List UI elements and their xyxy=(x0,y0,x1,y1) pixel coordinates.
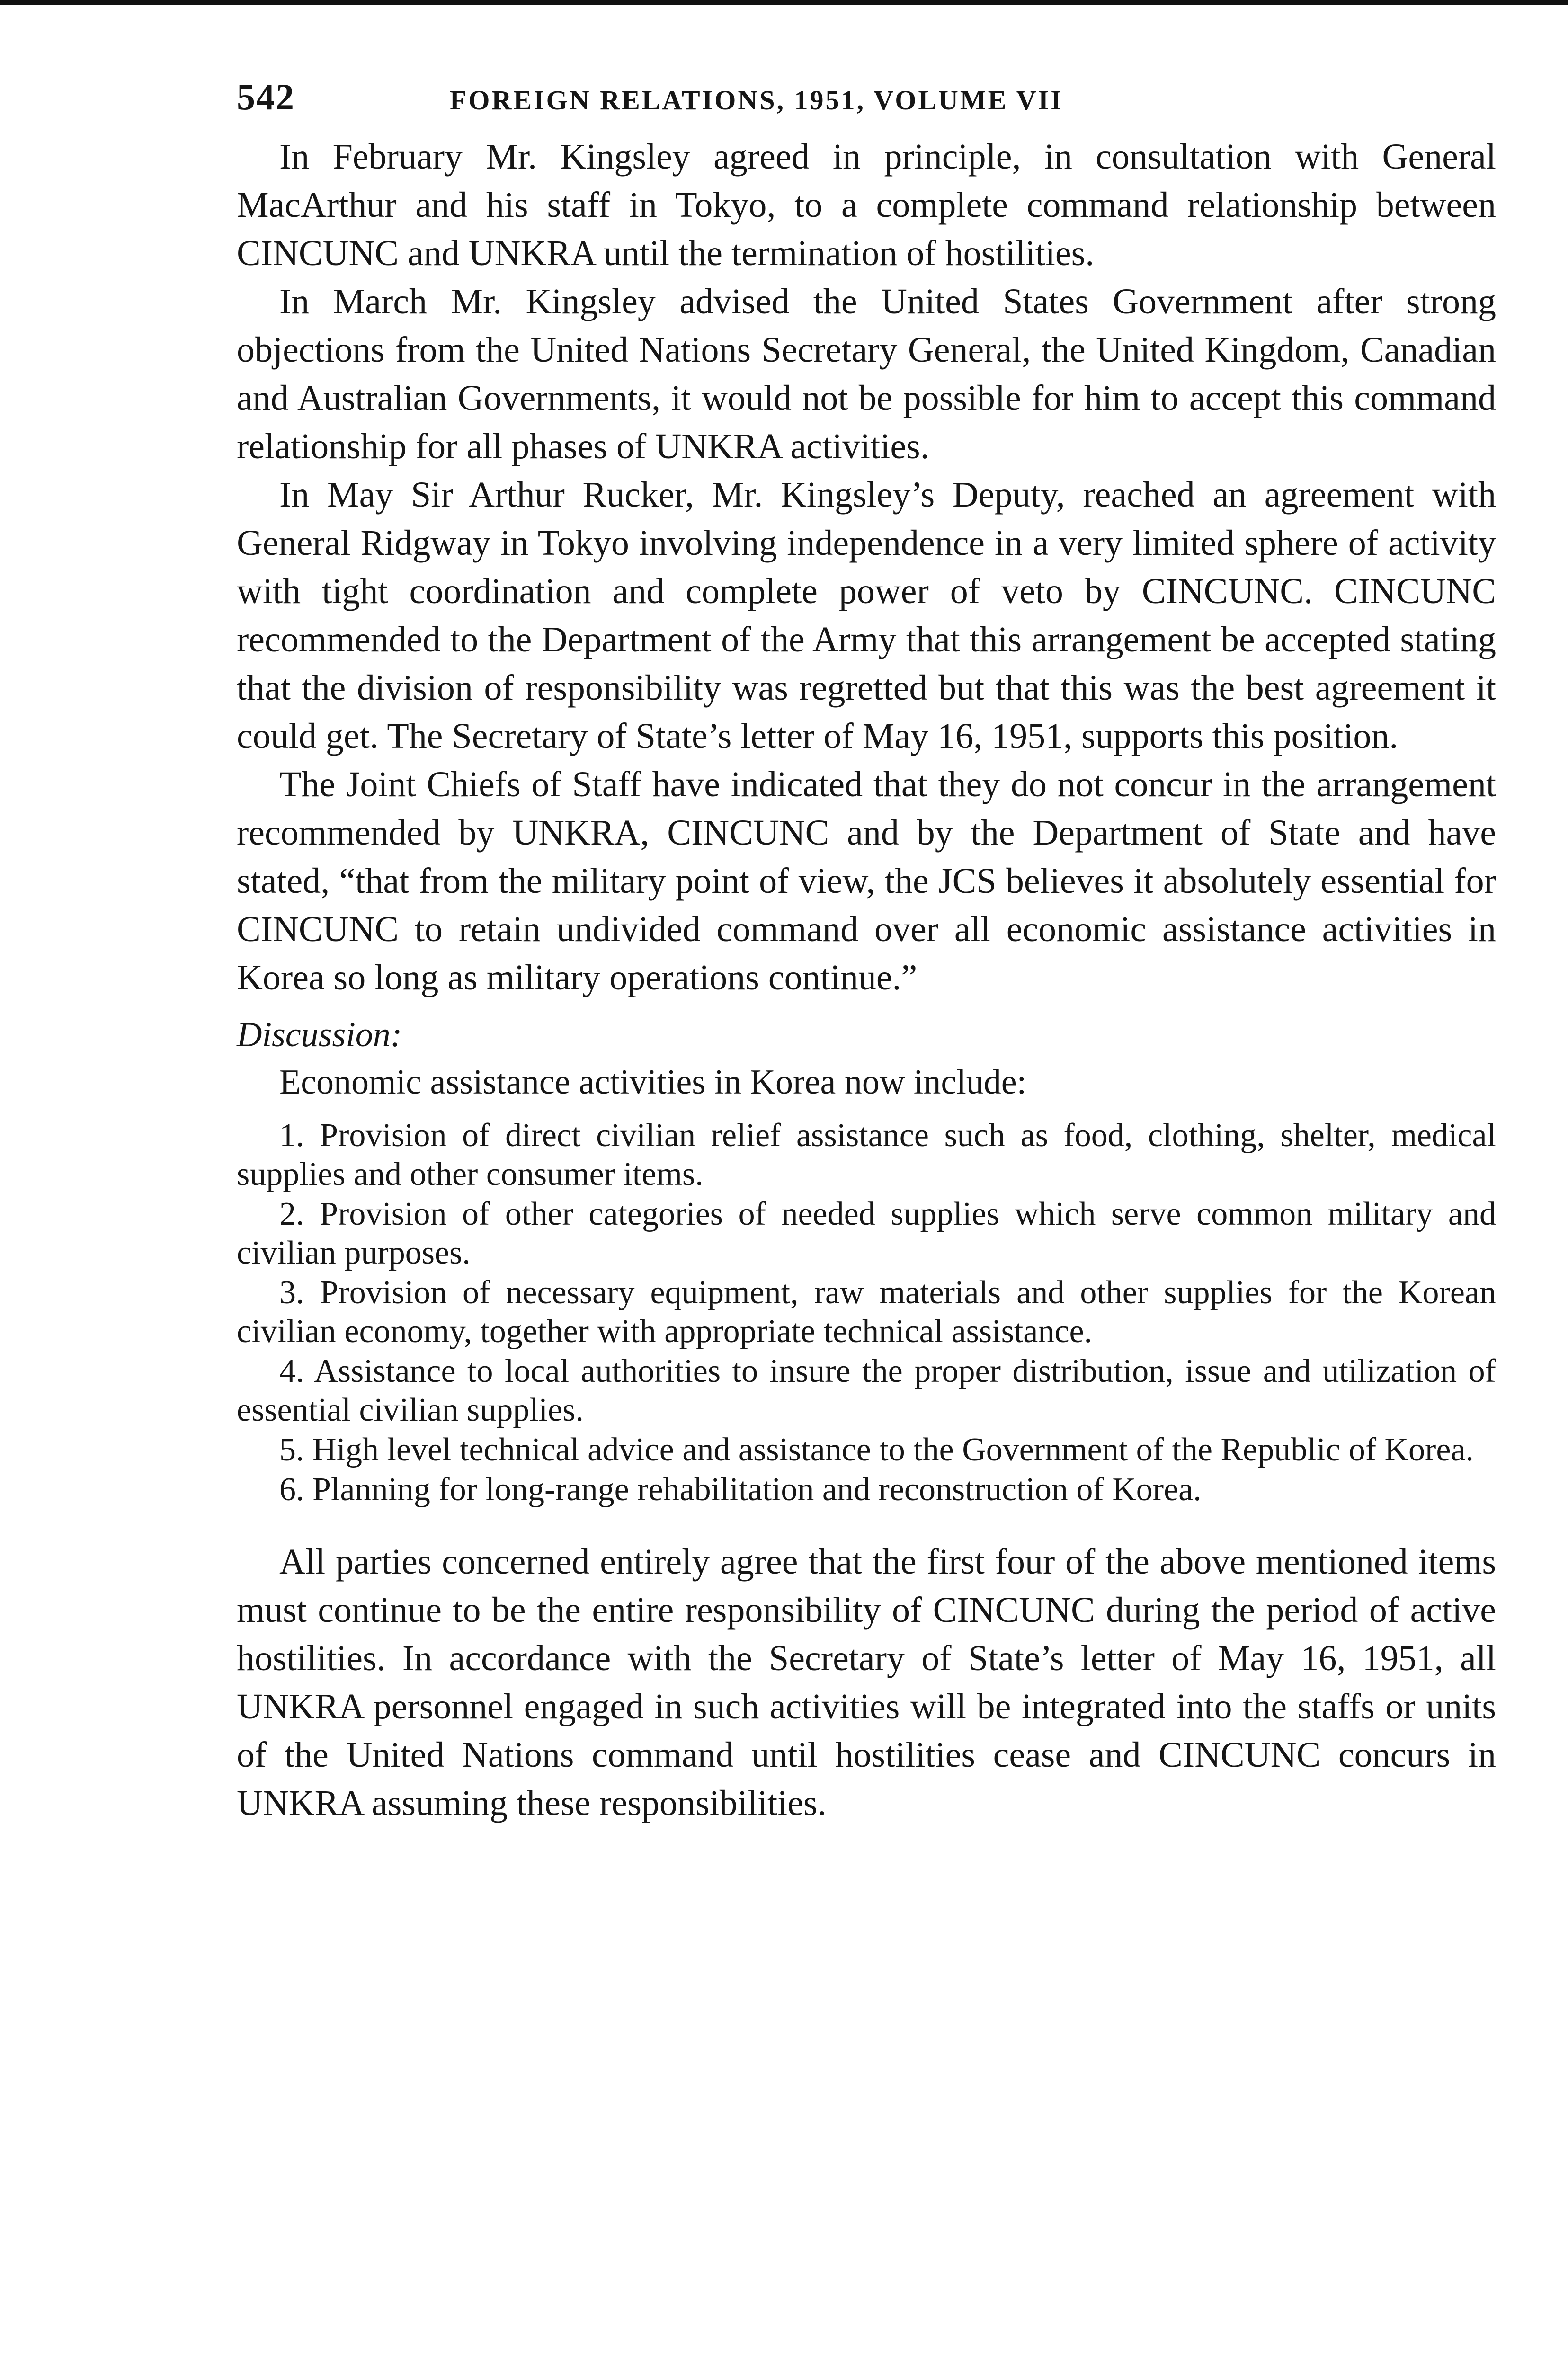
document-page xyxy=(237,76,1496,1827)
list-item: 1. Provision of direct civilian relief assistance such as food, clothing, shelter, medical supplies and other consumer items. xyxy=(237,1117,1496,1192)
list-item: 2. Provision of other categories of needed supplies which serve common military and civilian purposes. xyxy=(237,1196,1496,1271)
closing-paragraph: All parties concerned entirely agree that the first four of the above mentioned items must continue to be the entire responsibility of CINCUNC during the period of active hostilities. In accordance with the Secretary of State’s letter of May 16, 1951, all UNKRA personnel engaged in such activities will be integrated into the staffs or units of the United Nations command until hostilities cease and CINCUNC concurs in UNKRA assuming these responsibilities. xyxy=(237,1542,1496,1823)
page-number: 542 xyxy=(237,76,295,117)
paragraph-february: In February Mr. Kingsley agreed in principle, in consultation with General MacArthur and his staff in Tokyo, to a complete command relationship between CINCUNC and UNKRA until the termination of hostilities. xyxy=(237,137,1496,273)
list-item: 6. Planning for long-range rehabilitation and reconstruction of Korea. xyxy=(279,1471,1202,1508)
assistance-activities-list xyxy=(237,1116,1496,1509)
list-item: 5. High level technical advice and assistance to the Government of the Republic of Korea. xyxy=(279,1432,1474,1468)
page-header xyxy=(237,76,1496,133)
paragraph-jcs: The Joint Chiefs of Staff have indicated that they do not concur in the arrangement recommended by UNKRA, CINCUNC and by the Department of State and have stated, “that from the military point of view, the JCS believes it absolutely essential for CINCUNC to retain undivided command over all economic assistance activities in Korea so long as military operations continue.” xyxy=(237,765,1496,997)
running-head: FOREIGN RELATIONS, 1951, VOLUME VII xyxy=(450,85,1063,116)
discussion-intro: Economic assistance activities in Korea now include: xyxy=(279,1063,1027,1102)
list-item: 4. Assistance to local authorities to insure the proper distribution, issue and utilization of essential civilian supplies. xyxy=(237,1353,1496,1428)
paragraph-may: In May Sir Arthur Rucker, Mr. Kingsley’s Deputy, reached an agreement with General Ridgway in Tokyo involving independence in a very limited sphere of activity with tight coordination and complete power of veto by CINCUNC. CINCUNC recommended to the Department of the Army that this arrangement be accepted stating that the division of responsibility was regretted but that this was the best agreement it could get. The Secretary of State’s letter of May 16, 1951, supports this position. xyxy=(237,475,1496,756)
list-item: 3. Provision of necessary equipment, raw materials and other supplies for the Korean civilian economy, together with appropriate technical assistance. xyxy=(237,1274,1496,1350)
paragraph-march: In March Mr. Kingsley advised the United States Government after strong objections from the United Nations Secretary General, the United Kingdom, Canadian and Australian Governments, it would not be possible for him to accept this command relationship for all phases of UNKRA activities. xyxy=(237,282,1496,466)
page-top-border xyxy=(0,0,1568,5)
discussion-heading: Discussion: xyxy=(237,1015,402,1054)
